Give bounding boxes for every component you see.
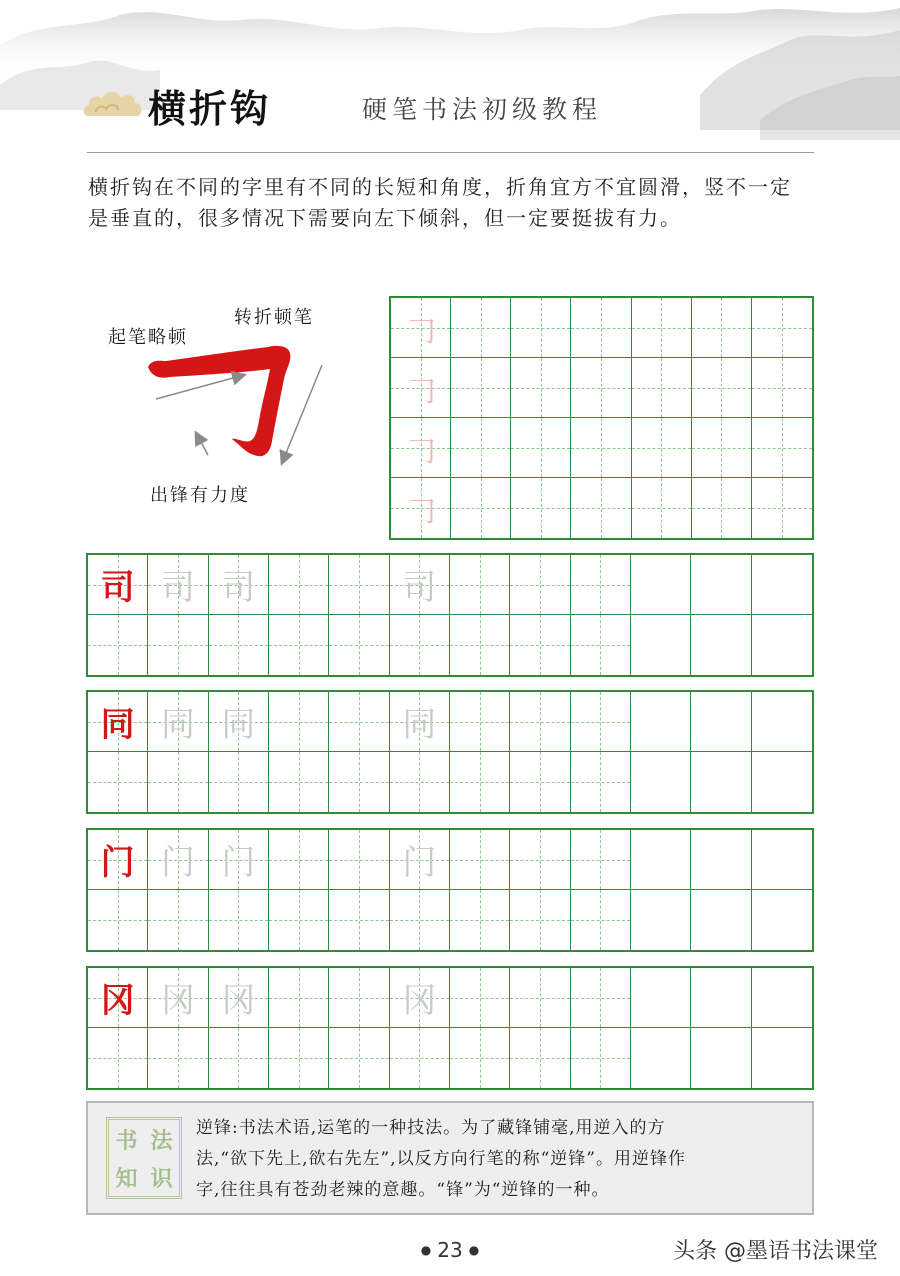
practice-cell[interactable] <box>571 968 631 1028</box>
practice-cell[interactable] <box>510 1028 570 1088</box>
practice-cell[interactable] <box>692 358 752 418</box>
seal-char: 知 <box>115 1166 138 1192</box>
practice-cell[interactable] <box>752 478 812 538</box>
note-exit: 出锋有力度 <box>150 485 250 506</box>
practice-cell[interactable] <box>511 478 571 538</box>
practice-cell[interactable] <box>632 298 692 358</box>
practice-cell[interactable] <box>571 358 631 418</box>
practice-cell[interactable] <box>148 615 208 675</box>
practice-cell[interactable] <box>451 298 511 358</box>
knowledge-line-1: 逆锋:书法术语,运笔的一种技法。为了藏锋铺毫,用逆入的方 <box>196 1118 666 1138</box>
practice-cell[interactable] <box>209 830 269 890</box>
practice-cell[interactable] <box>510 752 570 812</box>
cloud-ornament-icon <box>82 86 144 124</box>
practice-cell[interactable] <box>451 358 511 418</box>
practice-cell[interactable] <box>390 890 450 950</box>
stroke-demo <box>100 295 350 525</box>
practice-cell[interactable] <box>691 555 751 615</box>
knowledge-text <box>196 1113 806 1206</box>
trace-character: 同 <box>221 705 256 745</box>
practice-cell[interactable] <box>631 890 691 950</box>
practice-cell[interactable] <box>329 890 389 950</box>
practice-cell[interactable] <box>209 968 269 1028</box>
trace-character: 𠃌 <box>405 494 436 529</box>
trace-character: 冈 <box>160 981 195 1021</box>
practice-cell[interactable] <box>752 752 812 812</box>
note-start: 起笔略顿 <box>108 327 188 348</box>
practice-cell[interactable] <box>451 418 511 478</box>
book-subtitle: 硬笔书法初级教程 <box>362 95 603 124</box>
intro-line-2: 是垂直的，很多情况下需要向左下倾斜，但一定要挺拔有力。 <box>88 206 682 230</box>
practice-cell[interactable] <box>691 968 751 1028</box>
practice-cell[interactable] <box>329 1028 389 1088</box>
practice-cell[interactable] <box>450 615 510 675</box>
knowledge-line-3: 字,往往具有苍劲老辣的意趣。“锋”为“逆锋的一种。 <box>196 1180 610 1200</box>
practice-cell[interactable] <box>209 752 269 812</box>
practice-cell[interactable] <box>450 968 510 1028</box>
practice-cell[interactable] <box>571 830 631 890</box>
intro-line-1: 横折钩在不同的字里有不同的长短和角度，折角宜方不宜圆滑，竖不一定 <box>88 175 792 199</box>
practice-cell[interactable] <box>692 298 752 358</box>
practice-cell[interactable] <box>209 1028 269 1088</box>
practice-cell[interactable] <box>269 968 329 1028</box>
practice-cell[interactable] <box>269 1028 329 1088</box>
calligraphy-knowledge-box <box>86 1101 814 1215</box>
practice-cell[interactable] <box>571 418 631 478</box>
practice-cell[interactable] <box>148 555 208 615</box>
practice-cell[interactable] <box>571 298 631 358</box>
practice-cell[interactable] <box>631 1028 691 1088</box>
model-character: 司 <box>100 568 135 608</box>
practice-cell[interactable] <box>631 968 691 1028</box>
practice-cell[interactable] <box>450 830 510 890</box>
practice-cell[interactable] <box>511 298 571 358</box>
practice-cell[interactable] <box>752 615 812 675</box>
knowledge-line-2: 法,“欲下先上,欲右先左”,以反方向行笔的称“逆锋”。用逆锋作 <box>196 1149 686 1169</box>
practice-cell[interactable] <box>209 615 269 675</box>
char-practice-grid <box>86 690 814 814</box>
trace-character: 司 <box>402 568 437 608</box>
trace-character: 门 <box>221 843 256 883</box>
practice-cell[interactable] <box>691 830 751 890</box>
practice-cell[interactable] <box>631 692 691 752</box>
practice-cell[interactable] <box>329 752 389 812</box>
practice-cell[interactable] <box>390 615 450 675</box>
practice-cell[interactable] <box>752 298 812 358</box>
char-practice-grid <box>86 553 814 677</box>
practice-cell[interactable] <box>209 692 269 752</box>
practice-cell[interactable] <box>450 1028 510 1088</box>
trace-character: 同 <box>160 705 195 745</box>
practice-cell[interactable] <box>269 555 329 615</box>
practice-cell[interactable] <box>209 555 269 615</box>
char-practice-grid <box>86 966 814 1090</box>
practice-cell[interactable] <box>390 968 450 1028</box>
practice-cell[interactable] <box>691 615 751 675</box>
practice-cell[interactable] <box>329 615 389 675</box>
practice-cell[interactable] <box>631 752 691 812</box>
practice-cell[interactable] <box>148 752 208 812</box>
header-divider <box>87 152 814 153</box>
practice-cell[interactable] <box>692 418 752 478</box>
practice-cell[interactable] <box>209 890 269 950</box>
practice-cell[interactable] <box>450 890 510 950</box>
char-practice-grid <box>86 828 814 952</box>
practice-cell[interactable] <box>571 478 631 538</box>
practice-cell[interactable] <box>691 692 751 752</box>
practice-cell[interactable] <box>752 358 812 418</box>
trace-character: 𠃌 <box>405 433 436 469</box>
practice-cell[interactable] <box>510 615 570 675</box>
hengzhegou-stroke-icon <box>148 346 290 456</box>
practice-cell[interactable] <box>391 358 451 418</box>
practice-cell[interactable] <box>88 752 148 812</box>
practice-cell[interactable] <box>631 830 691 890</box>
practice-cell[interactable] <box>391 478 451 538</box>
practice-cell[interactable] <box>88 692 148 752</box>
practice-cell[interactable] <box>752 555 812 615</box>
practice-cell[interactable] <box>148 692 208 752</box>
practice-cell[interactable] <box>451 478 511 538</box>
practice-cell[interactable] <box>571 692 631 752</box>
practice-cell[interactable] <box>390 830 450 890</box>
practice-cell[interactable] <box>692 478 752 538</box>
practice-cell[interactable] <box>269 752 329 812</box>
intro-paragraph <box>88 172 818 234</box>
practice-cell[interactable] <box>571 890 631 950</box>
trace-character: 同 <box>402 705 437 745</box>
practice-cell[interactable] <box>391 298 451 358</box>
practice-cell[interactable] <box>631 555 691 615</box>
knowledge-seal <box>106 1117 182 1199</box>
practice-cell[interactable] <box>511 358 571 418</box>
practice-cell[interactable] <box>571 1028 631 1088</box>
practice-cell[interactable] <box>571 555 631 615</box>
practice-cell[interactable] <box>88 615 148 675</box>
model-character: 门 <box>100 843 135 883</box>
practice-cell[interactable] <box>148 1028 208 1088</box>
trace-character: 𠃌 <box>405 373 436 409</box>
practice-cell[interactable] <box>450 752 510 812</box>
page-title: 横折钩 <box>148 87 272 131</box>
practice-cell[interactable] <box>88 968 148 1028</box>
seal-char: 法 <box>150 1128 173 1154</box>
practice-cell[interactable] <box>691 890 751 950</box>
practice-cell[interactable] <box>88 1028 148 1088</box>
practice-cell[interactable] <box>269 830 329 890</box>
trace-character: 𠃌 <box>405 313 436 349</box>
practice-cell[interactable] <box>752 968 812 1028</box>
practice-cell[interactable] <box>632 358 692 418</box>
seal-char: 书 <box>115 1128 138 1154</box>
page-number-value: 23 <box>437 1238 463 1262</box>
bullet-icon: ● <box>468 1243 480 1257</box>
seal-char: 识 <box>150 1166 173 1192</box>
practice-cell[interactable] <box>148 830 208 890</box>
practice-cell[interactable] <box>510 890 570 950</box>
practice-cell[interactable] <box>510 968 570 1028</box>
practice-cell[interactable] <box>752 1028 812 1088</box>
practice-cell[interactable] <box>390 1028 450 1088</box>
practice-cell[interactable] <box>450 555 510 615</box>
practice-cell[interactable] <box>752 692 812 752</box>
practice-cell[interactable] <box>148 968 208 1028</box>
note-turn: 转折顿笔 <box>234 307 314 328</box>
practice-cell[interactable] <box>691 1028 751 1088</box>
practice-cell[interactable] <box>391 418 451 478</box>
practice-cell[interactable] <box>631 615 691 675</box>
practice-cell[interactable] <box>571 752 631 812</box>
practice-cell[interactable] <box>752 890 812 950</box>
trace-character: 门 <box>160 843 195 883</box>
trace-character: 冈 <box>402 981 437 1021</box>
practice-cell[interactable] <box>390 752 450 812</box>
stroke-practice-grid <box>389 296 814 540</box>
model-character: 同 <box>100 705 135 745</box>
practice-cell[interactable] <box>269 890 329 950</box>
practice-cell[interactable] <box>329 968 389 1028</box>
trace-character: 司 <box>221 568 256 608</box>
watermark: 头条 @墨语书法课堂 <box>673 1239 878 1264</box>
practice-cell[interactable] <box>269 615 329 675</box>
trace-character: 司 <box>160 568 195 608</box>
practice-cell[interactable] <box>510 692 570 752</box>
practice-cell[interactable] <box>88 890 148 950</box>
practice-cell[interactable] <box>329 555 389 615</box>
practice-cell[interactable] <box>88 555 148 615</box>
trace-character: 门 <box>402 843 437 883</box>
practice-cell[interactable] <box>329 692 389 752</box>
practice-cell[interactable] <box>632 478 692 538</box>
practice-cell[interactable] <box>450 692 510 752</box>
practice-cell[interactable] <box>511 418 571 478</box>
practice-cell[interactable] <box>510 830 570 890</box>
practice-cell[interactable] <box>329 830 389 890</box>
trace-character: 冈 <box>221 981 256 1021</box>
practice-cell[interactable] <box>691 752 751 812</box>
practice-cell[interactable] <box>390 692 450 752</box>
practice-cell[interactable] <box>88 830 148 890</box>
practice-cell[interactable] <box>752 418 812 478</box>
practice-cell[interactable] <box>632 418 692 478</box>
model-character: 冈 <box>100 981 135 1021</box>
bullet-icon: ● <box>420 1243 432 1257</box>
practice-cell[interactable] <box>390 555 450 615</box>
practice-cell[interactable] <box>571 615 631 675</box>
practice-cell[interactable] <box>269 692 329 752</box>
practice-cell[interactable] <box>510 555 570 615</box>
practice-cell[interactable] <box>148 890 208 950</box>
practice-cell[interactable] <box>752 830 812 890</box>
